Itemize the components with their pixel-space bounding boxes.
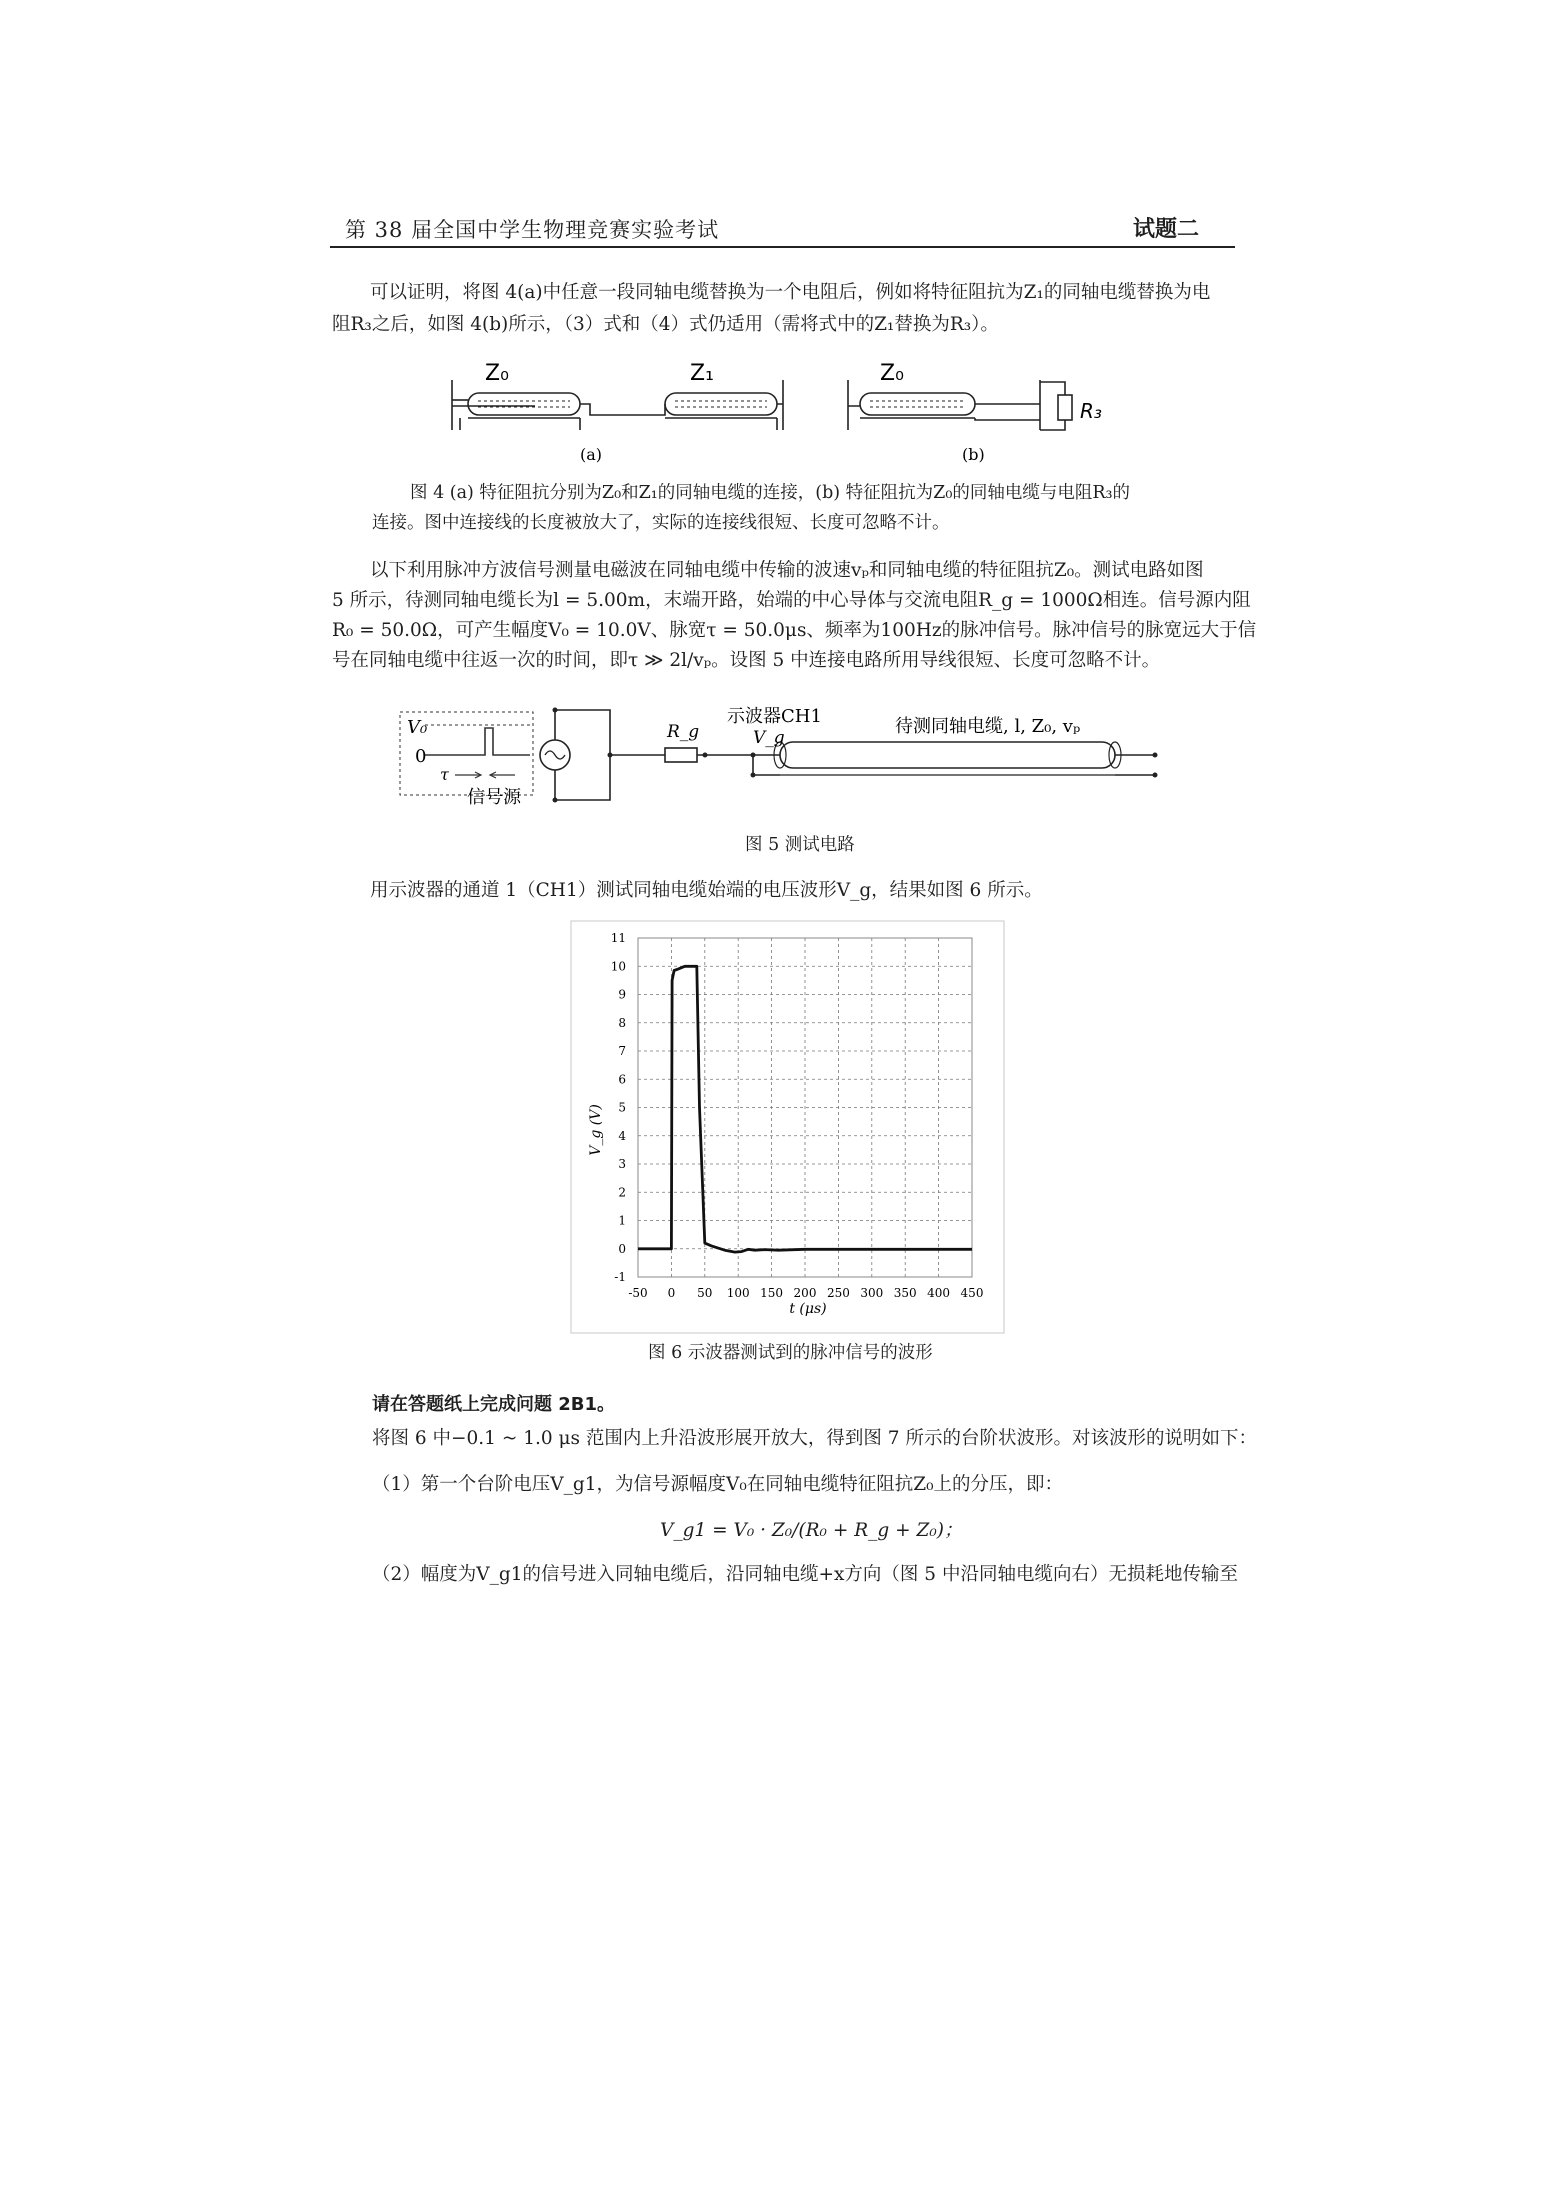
chart-y-tick-label: -1 <box>614 1270 626 1284</box>
fig4a-label-z0: Z₀ <box>485 361 509 386</box>
fig5-caption: 图 5 测试电路 <box>745 835 855 855</box>
fig4a-connector <box>580 404 665 415</box>
chart-x-tick-label: 150 <box>760 1286 784 1300</box>
fig5-zero-label: 0 <box>415 746 427 767</box>
chart-x-tick-label: 200 <box>793 1286 817 1300</box>
fig6-caption: 图 6 示波器测试到的脉冲信号的波形 <box>648 1343 933 1363</box>
fig4-caption-line2: 连接。图中连接线的长度被放大了，实际的连接线很短、长度可忽略不计。 <box>372 513 950 533</box>
fig4b-resistor-r3 <box>1058 395 1072 420</box>
fig5-scope-label: 示波器CH1 <box>727 706 822 727</box>
chart-y-tick-label: 4 <box>618 1128 626 1143</box>
chart-y-tick-label: 7 <box>618 1044 626 1058</box>
para1-line2: 阻R₃之后，如图 4(b)所示，（3）式和（4）式仍适用（需将式中的Z₁替换为R₃）。 <box>332 314 999 335</box>
fig4b-cable-z0 <box>860 393 975 415</box>
fig5-pulse-shape <box>425 728 530 755</box>
para4: 将图 6 中−0.1 ~ 1.0 μs 范围内上升沿波形展开放大，得到图 7 所示的台阶状波形。对该波形的说明如下： <box>372 1428 1257 1449</box>
fig4b-circuit <box>848 380 1072 430</box>
para5: （1）第一个台阶电压V_g1，为信号源幅度V₀在同轴电缆特征阻抗Z₀上的分压，即： <box>372 1474 1064 1495</box>
para2-line4: 号在同轴电缆中往返一次的时间，即τ ≫ 2l/vₚ。设图 5 中连接电路所用导线很短、长度可忽略不计。 <box>332 650 1161 671</box>
fig4a-sublabel: (a) <box>580 445 603 464</box>
fig4-caption-line1: 图 4 (a) 特征阻抗分别为Z₀和Z₁的同轴电缆的连接，(b) 特征阻抗为Z₀的同轴电缆与电阻R₃的 <box>410 483 1131 503</box>
chart-x-tick-label: -50 <box>628 1286 648 1300</box>
fig4b-label-r3: R₃ <box>1080 399 1102 423</box>
figure-5 <box>395 700 1195 830</box>
figure-6-chart <box>570 920 1005 1335</box>
fig5-v0-label: V₀ <box>407 717 428 738</box>
chart-y-tick-label: 0 <box>618 1241 626 1256</box>
chart-y-tick-label: 1 <box>618 1213 626 1228</box>
chart-y-axis-label: V_g (V) <box>588 1104 604 1156</box>
header-title: 第 38 届全国中学生物理竞赛实验考试 <box>345 218 720 242</box>
para2-line1: 以下利用脉冲方波信号测量电磁波在同轴电缆中传输的波速vₚ和同轴电缆的特征阻抗Z₀。测试电路如图 <box>370 560 1204 581</box>
chart-x-tick-label: 50 <box>697 1286 713 1300</box>
fig5-rg-label: R_g <box>667 722 700 742</box>
fig4b-sublabel: (b) <box>962 445 985 464</box>
fig4a-cable-z1 <box>665 393 777 415</box>
fig4a-label-z1: Z₁ <box>690 361 714 386</box>
para2-line2: 5 所示，待测同轴电缆长为l = 5.00m，末端开路，始端的中心导体与交流电阻R_g = 1000Ω相连。信号源内阻 <box>332 590 1251 611</box>
fig5-vg-label: V_g <box>753 728 785 748</box>
chart-x-axis-label: t (μs) <box>789 1301 827 1317</box>
chart-y-tick-label: 5 <box>618 1100 626 1115</box>
chart-x-tick-label: 0 <box>667 1286 676 1300</box>
fig5-coax-cable <box>780 742 1115 768</box>
para3: 用示波器的通道 1（CH1）测试同轴电缆始端的电压波形V_g，结果如图 6 所示。 <box>370 880 1043 901</box>
chart-y-tick-label: 3 <box>618 1157 626 1171</box>
chart-y-tick-label: 8 <box>618 1015 626 1030</box>
chart-x-tick-label: 350 <box>893 1286 917 1300</box>
formula-vg1: V_g1 = V₀ · Z₀/(R₀ + R_g + Z₀)； <box>660 1520 963 1541</box>
fig5-cable-label: 待测同轴电缆, l, Z₀, vₚ <box>895 716 1081 737</box>
para6: （2）幅度为V_g1的信号进入同轴电缆后，沿同轴电缆+x方向（图 5 中沿同轴电缆向右）无损耗地传输至 <box>372 1564 1238 1585</box>
chart-y-tick-label: 11 <box>610 931 626 945</box>
chart-x-tick-label: 250 <box>826 1286 850 1300</box>
fig4a-right-terminal <box>777 380 783 430</box>
chart-x-tick-label: 400 <box>927 1286 951 1300</box>
fig5-source-label: 信号源 <box>467 787 521 808</box>
header-question-number: 试题二 <box>1133 217 1200 242</box>
para2-line3: R₀ = 50.0Ω，可产生幅度V₀ = 10.0V、脉宽τ = 50.0μs、频率为100Hz的脉冲信号。脉冲信号的脉宽远大于信 <box>332 620 1257 641</box>
fig4a-circuit <box>452 380 783 430</box>
fig4a-cable-z0 <box>468 393 580 415</box>
chart-y-tick-label: 6 <box>618 1072 626 1087</box>
task-instruction: 请在答题纸上完成问题 2B1。 <box>372 1394 616 1415</box>
fig4a-left-terminal <box>452 380 535 430</box>
chart-frame <box>571 921 1004 1333</box>
chart-y-tick-label: 2 <box>618 1185 626 1200</box>
chart-x-tick-label: 100 <box>726 1286 750 1300</box>
figure-4 <box>440 350 1160 475</box>
fig5-resistor-rg <box>665 748 697 762</box>
chart-y-tick-label: 9 <box>618 987 626 1002</box>
chart-x-tick-label: 300 <box>860 1286 884 1300</box>
fig5-tau-label: τ <box>440 765 449 784</box>
chart-y-tick-label: 10 <box>610 959 626 974</box>
chart-x-tick-label: 450 <box>960 1286 984 1300</box>
fig4b-label-z0: Z₀ <box>880 361 904 386</box>
header-rule <box>330 246 1235 248</box>
para1-line1: 可以证明，将图 4(a)中任意一段同轴电缆替换为一个电阻后，例如将特征阻抗为Z₁的同轴电缆替换为电 <box>370 282 1211 303</box>
